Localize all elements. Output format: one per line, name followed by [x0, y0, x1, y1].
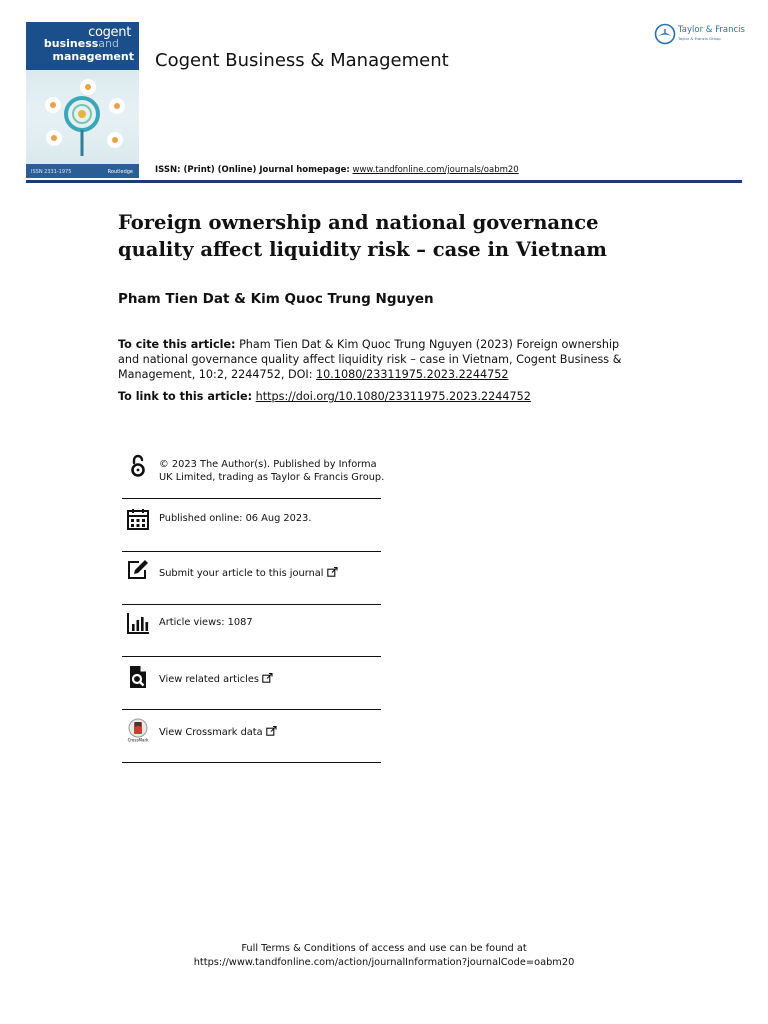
issn-label: ISSN: (Print) (Online) Journal homepage:: [155, 165, 350, 175]
journal-homepage-link[interactable]: www.tandfonline.com/journals/oabm20: [352, 165, 519, 175]
related-articles-row[interactable]: [122, 657, 381, 709]
related-articles-link[interactable]: View related articles: [159, 673, 385, 687]
meta-divider: [122, 762, 381, 763]
publisher-logo-text: Taylor & Francis: [678, 25, 745, 35]
terms-line: Full Terms & Conditions of access and use can be found at: [241, 943, 527, 954]
article-views-text: Article views: 1087: [159, 617, 253, 628]
terms-footer: [0, 942, 768, 970]
cover-issn: ISSN 2331-1975: [31, 169, 72, 175]
cite-label: To cite this article:: [118, 338, 236, 351]
article-link-line: [118, 390, 531, 403]
article-views-row: [122, 605, 381, 656]
open-access-row: [122, 452, 385, 498]
svg-text:CrossMark: CrossMark: [127, 737, 149, 742]
external-link-icon: [262, 673, 273, 683]
crossmark-link[interactable]: View Crossmark data: [159, 726, 385, 740]
bar-chart-icon: [126, 611, 150, 635]
crossmark-icon: [126, 718, 150, 742]
article-authors: Pham Tien Dat & Kim Quoc Trung Nguyen: [118, 291, 434, 307]
crossmark-row[interactable]: [122, 710, 381, 762]
cover-word-cogent: cogent: [88, 25, 131, 40]
external-link-icon: [327, 567, 338, 577]
open-access-icon: [126, 454, 150, 478]
journal-title: Cogent Business & Management: [155, 50, 449, 71]
header-divider: [26, 180, 742, 183]
open-access-text: © 2023 The Author(s). Published by Informa UK Limited, trading as Taylor & Francis Group.: [159, 459, 385, 483]
taylor-francis-logo-icon: [654, 23, 676, 45]
cover-word-business: businessand: [43, 37, 119, 50]
publisher-logo-subtext: Taylor & Francis Group: [678, 36, 721, 41]
article-doi-link[interactable]: https://doi.org/10.1080/23311975.2023.2244752: [255, 390, 531, 403]
cite-text: Pham Tien Dat & Kim Quoc Trung Nguyen (2023) Foreign ownership and national governance quality affect liquidity risk – case in Vietnam, Cogent Business & Management, 10:2, 2244752, DOI:: [118, 338, 622, 381]
publisher-logo[interactable]: [654, 22, 746, 48]
document-search-icon: [126, 665, 150, 689]
cover-word-management: management: [52, 50, 134, 63]
link-label: To link to this article:: [118, 390, 253, 403]
calendar-icon: [126, 507, 150, 531]
edit-icon: [126, 558, 150, 582]
cite-doi-link[interactable]: 10.1080/23311975.2023.2244752: [316, 368, 509, 381]
submit-article-row[interactable]: [122, 552, 381, 604]
submit-article-link[interactable]: Submit your article to this journal: [159, 567, 385, 581]
external-link-icon: [266, 726, 277, 736]
issn-line: [155, 165, 519, 175]
journal-cover-image: [26, 22, 139, 178]
cover-publisher-mark: Routledge: [107, 169, 133, 175]
citation-block: [118, 337, 638, 382]
terms-url-link[interactable]: https://www.tandfonline.com/action/journalInformation?journalCode=oabm20: [193, 957, 575, 968]
cover-illustration: [26, 70, 139, 164]
article-title: Foreign ownership and national governance quality affect liquidity risk – case in Vietnam: [118, 211, 607, 261]
published-row: [122, 499, 381, 551]
published-date-text: Published online: 06 Aug 2023.: [159, 513, 312, 524]
